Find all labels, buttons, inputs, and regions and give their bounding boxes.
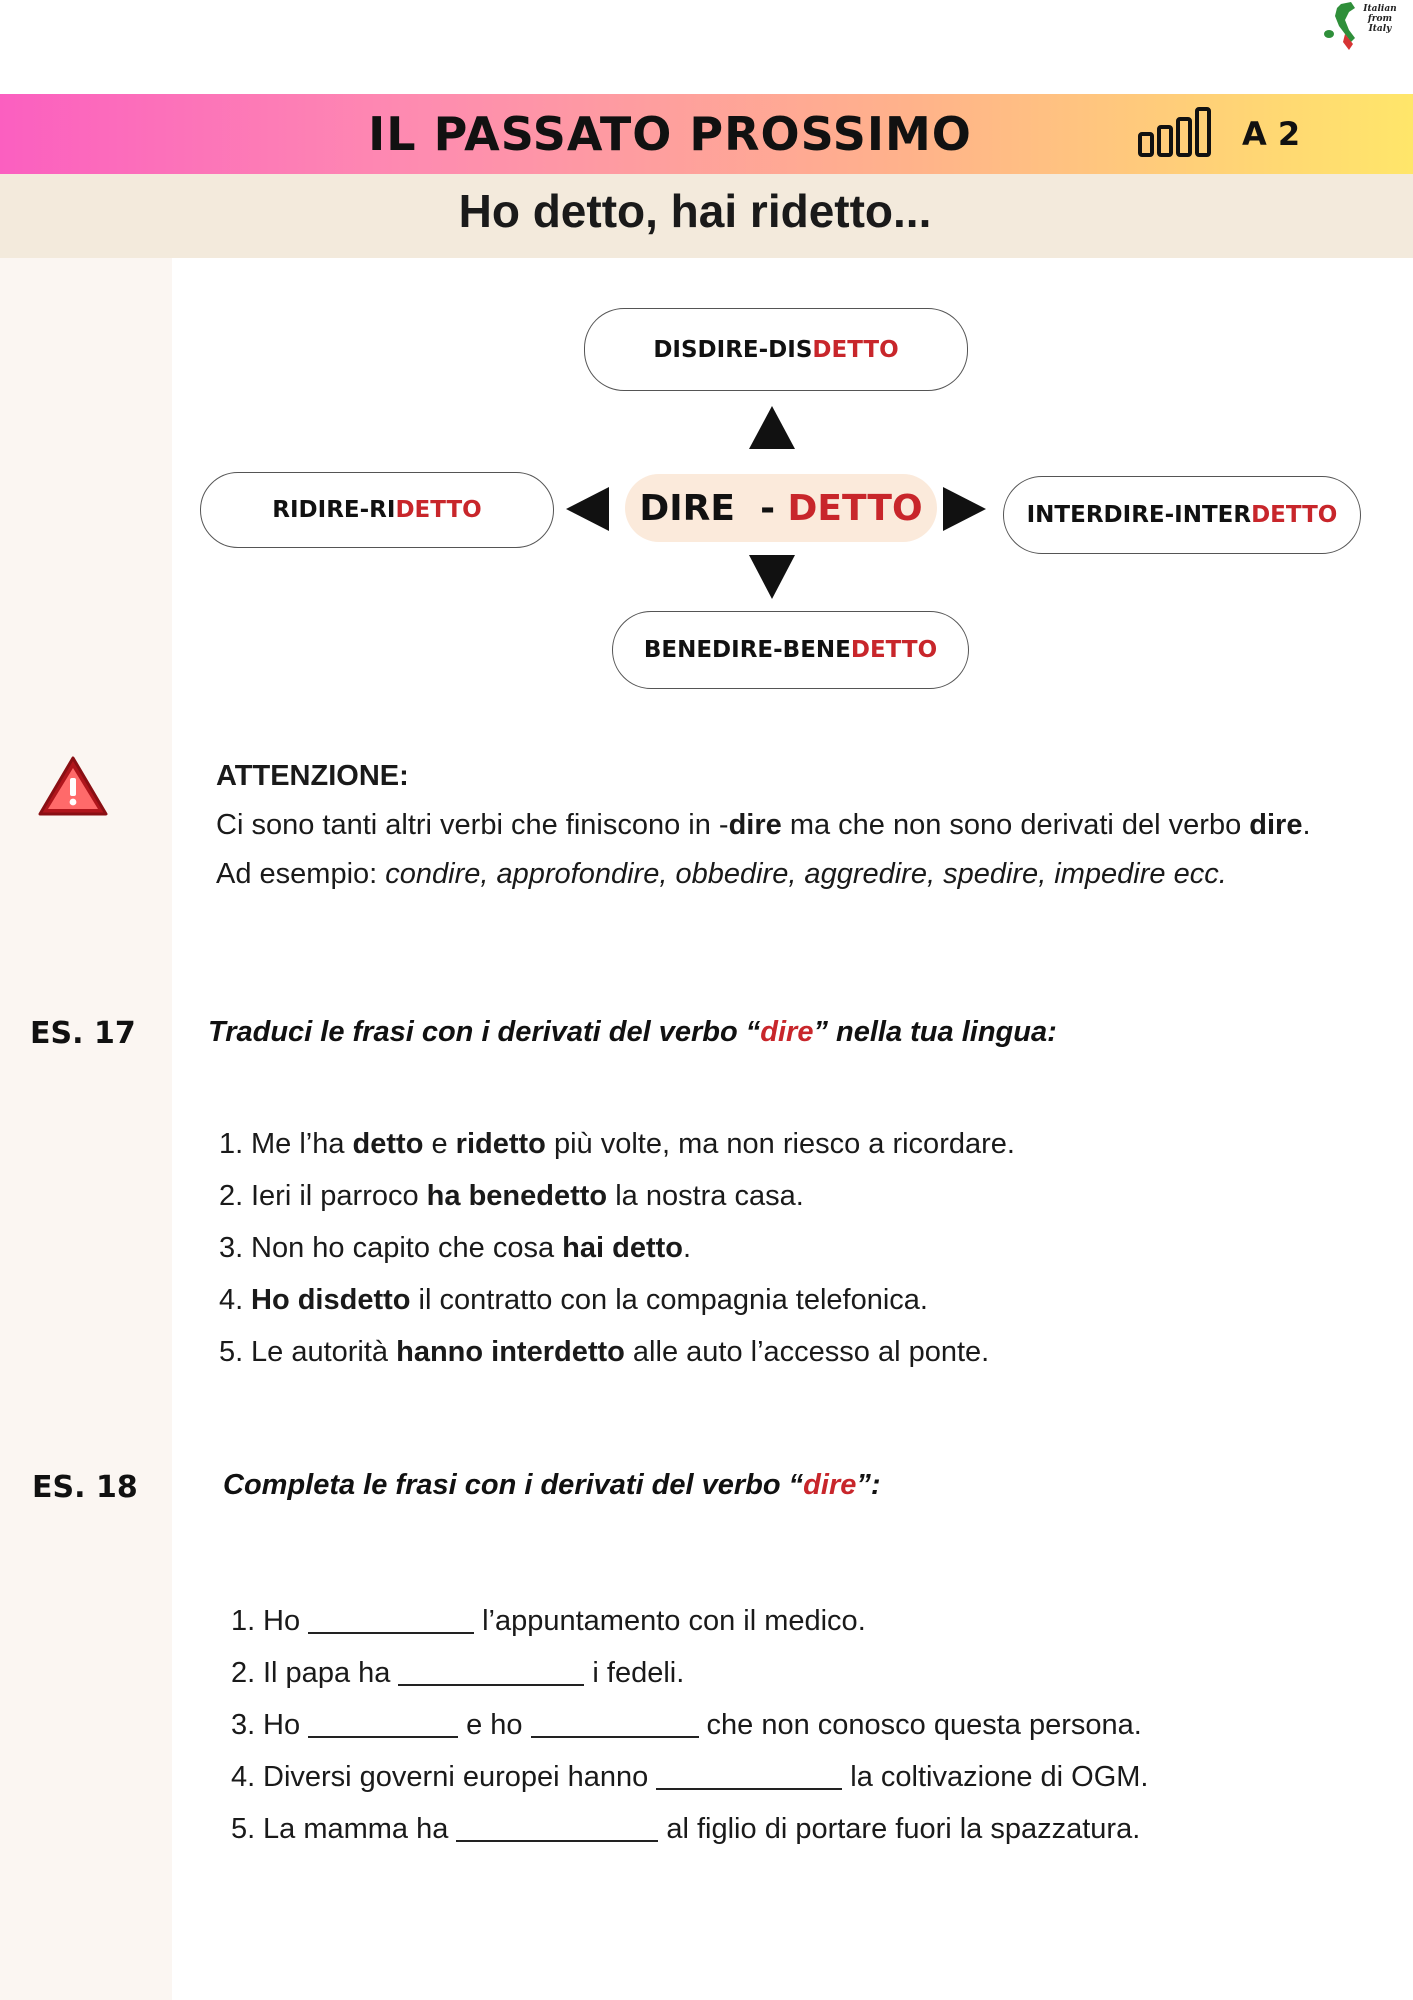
node-ending: DETTO <box>395 497 482 523</box>
attention-bold-dire: dire <box>728 809 782 841</box>
attention-body <box>216 801 1336 899</box>
item-text: Il papa ha <box>263 1657 391 1689</box>
list-item <box>219 1274 1015 1326</box>
item-text: l’appuntamento con il medico. <box>482 1605 866 1637</box>
item-bold: Ho disdetto <box>251 1284 411 1316</box>
warning-icon <box>36 754 110 818</box>
list-item <box>219 1118 1015 1170</box>
item-text: Le autorità <box>251 1336 397 1368</box>
item-number: 3. <box>219 1232 244 1264</box>
item-number: 1. <box>219 1128 244 1160</box>
fill-in-blank[interactable] <box>308 1706 458 1738</box>
item-text: . <box>683 1232 692 1264</box>
diagram-center-dire <box>625 474 937 542</box>
item-text: il contratto con la compagnia telefonica. <box>410 1284 928 1316</box>
instr-text: ” nella tua lingua: <box>813 1016 1057 1048</box>
item-text: la coltivazione di OGM. <box>850 1761 1149 1793</box>
item-bold: hai detto <box>562 1232 683 1264</box>
arrow-down-icon <box>749 555 795 599</box>
item-text: e <box>423 1128 456 1160</box>
item-bold: detto <box>352 1128 424 1160</box>
instr-dire: dire <box>760 1016 814 1048</box>
node-prefix: RI <box>369 497 396 523</box>
node-ending: DETTO <box>850 637 938 663</box>
list-item <box>231 1699 1148 1751</box>
item-text: Me l’ha <box>251 1128 353 1160</box>
item-text: e ho <box>466 1709 523 1741</box>
item-text: Non ho capito che cosa <box>251 1232 563 1264</box>
exercise-17-instructions <box>208 1016 1057 1049</box>
attention-text: . Ad esempio: <box>216 809 1311 890</box>
item-text: la nostra casa. <box>607 1180 804 1212</box>
node-base: BENEDIRE <box>643 637 774 663</box>
item-number: 1. <box>231 1605 256 1637</box>
node-base: RIDIRE <box>272 497 360 523</box>
fill-in-blank[interactable] <box>456 1810 658 1842</box>
list-item <box>231 1595 1148 1647</box>
node-sep: - <box>1164 502 1175 528</box>
fill-in-blank[interactable] <box>308 1602 474 1634</box>
level-badge: A 2 <box>1242 115 1301 153</box>
item-bold: hanno interdetto <box>396 1336 625 1368</box>
attention-note <box>216 752 1336 899</box>
page-title: IL PASSATO PROSSIMO <box>368 107 972 161</box>
node-sep: - <box>773 637 783 663</box>
node-sep: - <box>359 497 370 523</box>
instr-text: Completa le frasi con i derivati del verbo “ <box>223 1469 804 1501</box>
diagram-node-ridire <box>200 472 554 548</box>
instr-dire: dire <box>803 1469 857 1501</box>
item-text: Ho <box>263 1605 301 1637</box>
item-bold: ridetto <box>455 1128 546 1160</box>
item-number: 3. <box>231 1709 256 1741</box>
item-number: 5. <box>219 1336 244 1368</box>
attention-examples: condire, approfondire, obbedire, aggredire, spedire, impedire ecc. <box>385 858 1227 890</box>
list-item <box>231 1751 1148 1803</box>
diagram-node-benedire <box>612 611 969 689</box>
item-text: Ho <box>263 1709 301 1741</box>
item-text: Ieri il parroco <box>251 1180 427 1212</box>
exercise-18-instructions <box>223 1469 881 1502</box>
node-base: DISDIRE <box>653 336 759 363</box>
node-ending: DETTO <box>812 336 899 363</box>
arrow-up-icon <box>749 406 795 449</box>
center-derived: DETTO <box>787 487 923 529</box>
center-base: DIRE <box>639 487 735 529</box>
node-ending: DETTO <box>1251 502 1338 528</box>
list-item <box>231 1647 1148 1699</box>
exercise-18-label: ES. 18 <box>32 1470 138 1505</box>
item-number: 5. <box>231 1813 256 1845</box>
fill-in-blank[interactable] <box>656 1758 842 1790</box>
fill-in-blank[interactable] <box>398 1654 584 1686</box>
page-subtitle: Ho detto, hai ridetto... <box>458 185 932 237</box>
item-number: 4. <box>231 1761 256 1793</box>
exercise-17-list <box>219 1118 1015 1378</box>
item-number: 2. <box>219 1180 244 1212</box>
node-prefix: DIS <box>768 336 813 363</box>
attention-bold-dire: dire <box>1249 809 1303 841</box>
arrow-left-icon <box>566 487 609 531</box>
item-number: 4. <box>219 1284 244 1316</box>
item-text: La mamma ha <box>263 1813 449 1845</box>
instr-text: ”: <box>856 1469 881 1501</box>
logo-text: Italian from Italy <box>1363 4 1397 34</box>
item-text: al figlio di portare fuori la spazzatura. <box>666 1813 1141 1845</box>
arrow-right-icon <box>943 487 986 531</box>
center-sep: - <box>735 487 788 529</box>
node-prefix: INTER <box>1174 502 1252 528</box>
node-base: INTERDIRE <box>1026 502 1165 528</box>
attention-text: ma che non sono derivati del verbo <box>781 809 1250 841</box>
list-item <box>231 1803 1148 1855</box>
list-item <box>219 1222 1015 1274</box>
node-sep: - <box>758 336 769 363</box>
exercise-17-label: ES. 17 <box>30 1016 136 1051</box>
exercise-18-list <box>231 1595 1148 1855</box>
attention-title: ATTENZIONE: <box>216 760 409 792</box>
list-item <box>219 1326 1015 1378</box>
instr-text: Traduci le frasi con i derivati del verbo “ <box>208 1016 761 1048</box>
item-number: 2. <box>231 1657 256 1689</box>
item-text: più volte, ma non riesco a ricordare. <box>545 1128 1015 1160</box>
item-text: che non conosco questa persona. <box>706 1709 1142 1741</box>
attention-text: Ci sono tanti altri verbi che finiscono in - <box>216 809 729 841</box>
diagram-node-disdire <box>584 308 968 391</box>
item-text: Diversi governi europei hanno <box>263 1761 649 1793</box>
diagram-node-interdire <box>1003 476 1361 554</box>
fill-in-blank[interactable] <box>531 1706 699 1738</box>
item-text: alle auto l’accesso al ponte. <box>624 1336 990 1368</box>
list-item <box>219 1170 1015 1222</box>
item-bold: ha benedetto <box>426 1180 608 1212</box>
item-text: i fedeli. <box>592 1657 685 1689</box>
node-prefix: BENE <box>782 637 851 663</box>
